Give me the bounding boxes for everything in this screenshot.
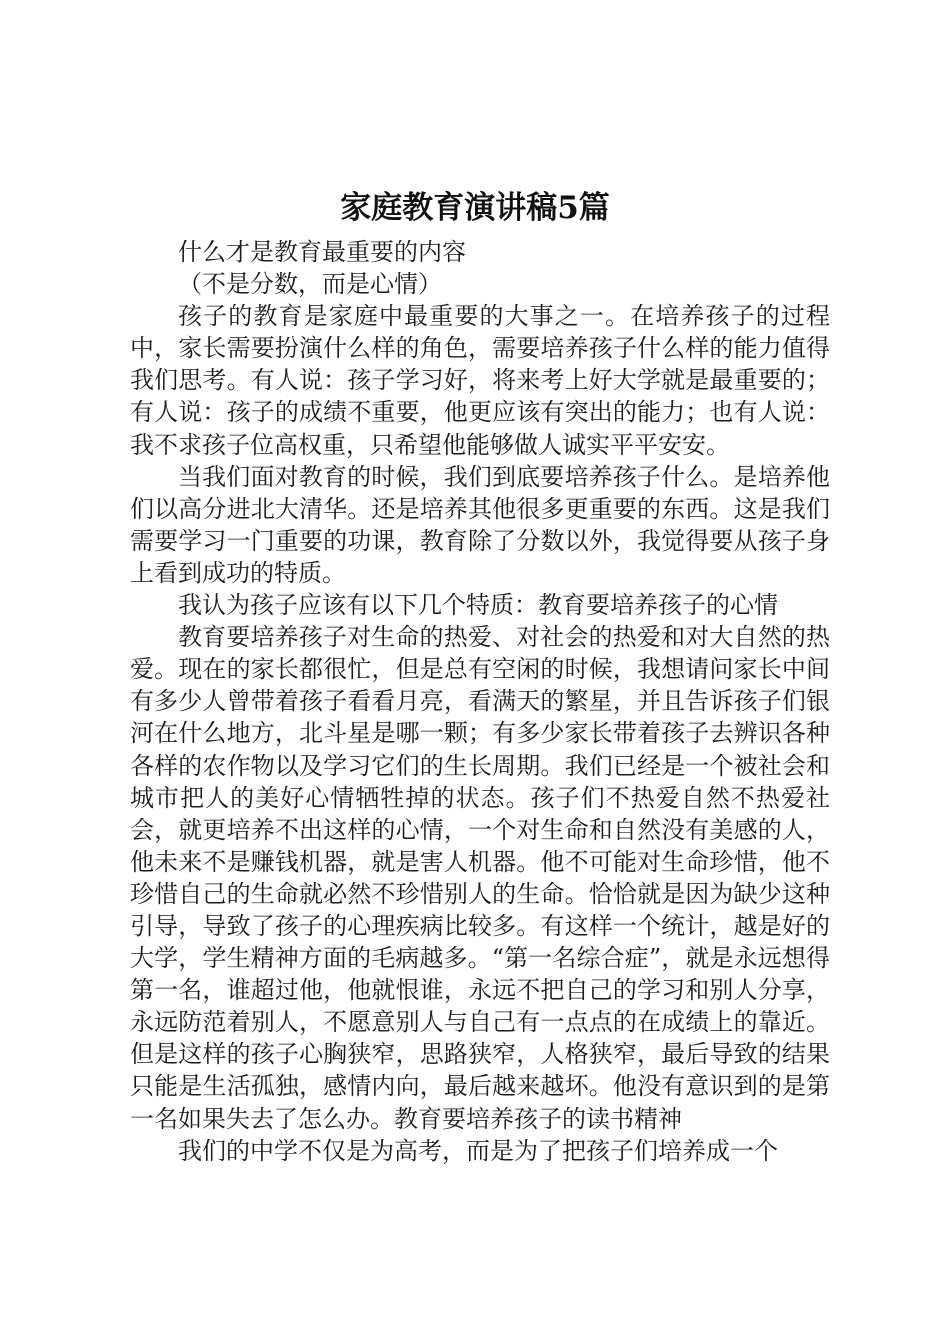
paragraph: 当我们面对教育的时候，我们到底要培养孩子什么。是培养他们以高分进北大清华。还是培养其他很多更重要的东西。这是我们需要学习一门重要的功课，教育除了分数以外，我觉得要从孩子身上看到成功的特质。	[130, 462, 830, 587]
paragraph: 我们的中学不仅是为高考，而是为了把孩子们培养成一个	[178, 1136, 778, 1165]
document-body	[130, 236, 830, 1167]
paragraph: 我认为孩子应该有以下几个特质：教育要培养孩子的心情	[178, 591, 778, 620]
paragraph-subtitle-note: （不是分数，而是心情）	[178, 270, 442, 299]
paragraph: 孩子的教育是家庭中最重要的大事之一。在培养孩子的过程中，家长需要扮演什么样的角色，需要培养孩子什么样的能力值得我们思考。有人说：孩子学习好，将来考上好大学就是最重要的；有人说：孩子的成绩不重要，他更应该有突出的能力；也有人说：我不求孩子位高权重，只希望他能够做人诚实平平安安。	[130, 302, 830, 459]
document-title: 家庭教育演讲稿5篇	[340, 190, 610, 226]
paragraph-subtitle: 什么才是教育最重要的内容	[178, 238, 466, 266]
paragraph: 教育要培养孩子对生命的热爱、对社会的热爱和对大自然的热爱。现在的家长都很忙，但是总有空闲的时候，我想请问家长中间有多少人曾带着孩子看看月亮，看满天的繁星，并且告诉孩子们银河在什么地方，北斗星是哪一颗；有多少家长带着孩子去辨识各种各样的农作物以及学习它们的生长周期。我们已经是一个被社会和城市把人的美好心情牺牲掉的状态。孩子们不热爱自然不热爱社会，就更培养不出这样的心情，一个对生命和自然没有美感的人，他未来不是赚钱机器，就是害人机器。他不可能对生命珍惜，他不珍惜自己的生命就必然不珍惜别人的生命。恰恰就是因为缺少这种引导，导致了孩子的心理疾病比较多。有这样一个统计，越是好的大学，学生精神方面的毛病越多。“第一名综合症”，就是永远想得第一名，谁超过他，他就恨谁，永远不把自己的学习和别人分享，永远防范着别人，不愿意别人与自己有一点点的在成绩上的靠近。但是这样的孩子心胸狭窄，思路狭窄，人格狭窄，最后导致的结果只能是生活孤独，感情内向，最后越来越坏。他没有意识到的是第一名如果失去了怎么办。教育要培养孩子的读书精神	[130, 623, 830, 1133]
